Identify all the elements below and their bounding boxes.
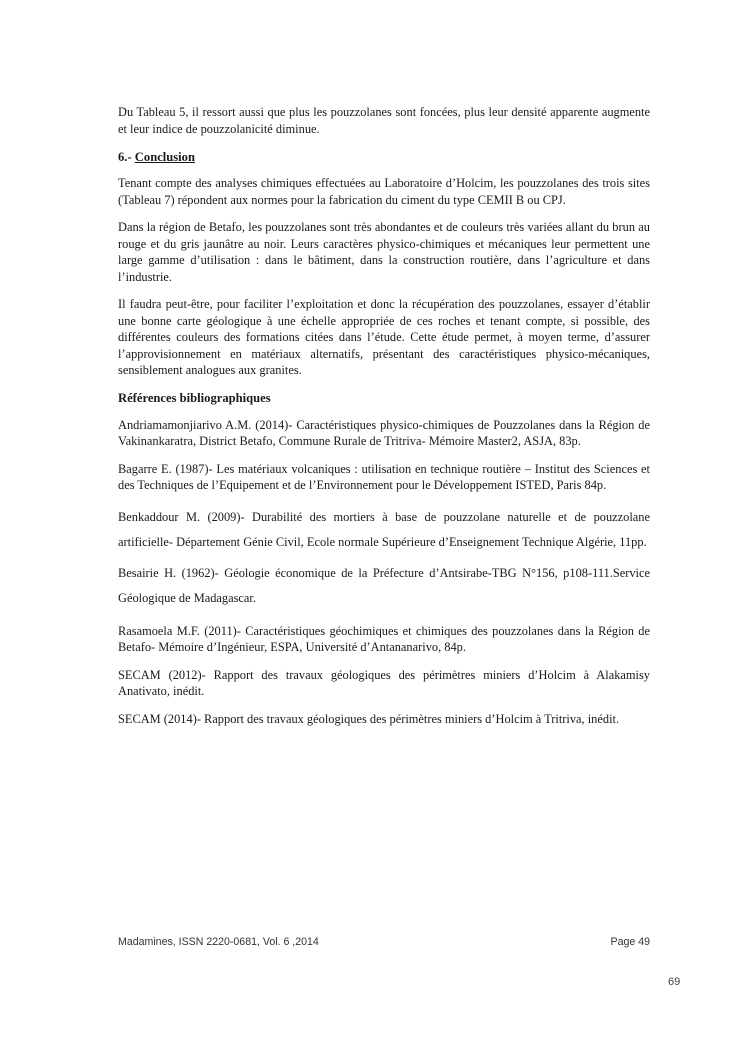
references-heading: Références bibliographiques (118, 390, 271, 405)
conclusion-paragraph-2: Dans la région de Betafo, les pouzzolanes sont très abondantes et de couleurs très variées allant du brun au rouge et du gris jaunâtre au noir. Leurs caractères physico-chimiques et mécaniques leur permettent une large gamme d’utilisation : dans le bâtiment, dans la construction routière, dans l’agriculture et dans l’industrie. (118, 220, 650, 284)
reference-item: Benkaddour M. (2009)- Durabilité des mortiers à base de pouzzolane naturelle et de pouzzolane artificielle- Département Génie Civil, Ecole normale Supérieure d’Enseignement Technique Algérie, 11pp. (118, 509, 650, 549)
reference-item: Besairie H. (1962)- Géologie économique de la Préfecture d’Antsirabe-TBG N°156, p108-111.Service Géologique de Madagascar. (118, 565, 650, 605)
intro-paragraph: Du Tableau 5, il ressort aussi que plus les pouzzolanes sont foncées, plus leur densité apparente augmente et leur indice de pouzzolanicité diminue. (118, 105, 650, 136)
reference-item: SECAM (2012)- Rapport des travaux géologiques des périmètres miniers d’Holcim à Alakamisy Anativato, inédit. (118, 667, 650, 698)
section-number: 6.- (118, 150, 135, 164)
reference-item: Rasamoela M.F. (2011)- Caractéristiques géochimiques et chimiques des pouzzolanes dans la Région de Betafo- Mémoire d’Ingénieur, ESPA, Université d’Antananarivo, 84p. (118, 623, 650, 654)
conclusion-paragraph-1: Tenant compte des analyses chimiques effectuées au Laboratoire d’Holcim, les pouzzolanes des trois sites (Tableau 7) répondent aux normes pour la fabrication du ciment du type CEMII B ou CPJ. (118, 176, 650, 207)
reference-item: Bagarre E. (1987)- Les matériaux volcaniques : utilisation en technique routière – Institut des Sciences et des Techniques de l’Equipement et de l’Environnement pour le Développement ISTED, Paris 84p. (118, 461, 650, 492)
reference-item: SECAM (2014)- Rapport des travaux géologiques des périmètres miniers d’Holcim à Tritriva, inédit. (118, 711, 620, 726)
section-title: Conclusion (134, 150, 195, 164)
footer-page: Page 49 (610, 936, 650, 948)
conclusion-paragraph-3: Il faudra peut-être, pour faciliter l’exploitation et donc la récupération des pouzzolanes, essayer d’établir une bonne carte géologique à une échelle appropriée de ces roches et tenant compte, si possible, des différentes couleurs des formations citées dans l’étude. Cette étude permet, à moyen terme, d’assurer l’approvisionnement en matériaux alternatifs, présentant des caractéristiques physico-mécaniques, sensiblement analogues aux granites. (118, 297, 650, 377)
page-number: 69 (668, 976, 681, 988)
reference-item: Andriamamonjiarivo A.M. (2014)- Caractéristiques physico-chimiques de Pouzzolanes dans la Région de Vakinankaratra, District Betafo, Commune Rurale de Tritriva- Mémoire Master2, ASJA, 83p. (118, 417, 650, 448)
conclusion-heading (118, 149, 650, 165)
page-body (118, 104, 650, 738)
footer-journal: Madamines, ISSN 2220-0681, Vol. 6 ,2014 (118, 936, 319, 948)
